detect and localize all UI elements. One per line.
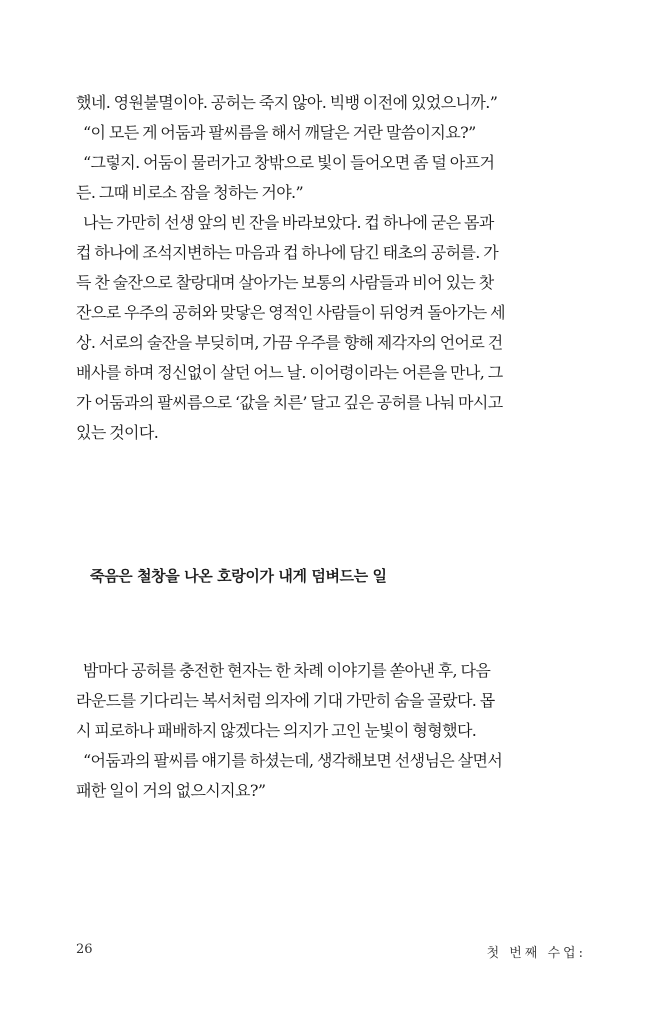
running-head: 첫 번째 수업:	[486, 946, 586, 961]
body-text-bottom	[76, 656, 546, 806]
body-text-top	[76, 88, 546, 448]
text-line: 든. 그때 비로소 잠을 청하는 거야.”	[76, 183, 304, 202]
text-line: 배사를 하며 정신없이 살던 어느 날. 이어령이라는 어른을 만나, 그	[76, 363, 503, 382]
text-line: 패한 일이 거의 없으시지요?”	[76, 781, 266, 800]
text-line: 있는 것이다.	[76, 423, 159, 442]
page-number: 26	[76, 942, 93, 957]
text-line: “어둠과의 팔씨름 얘기를 하셨는데, 생각해보면 선생님은 살면서	[76, 751, 503, 770]
section-heading: 죽음은 철창을 나온 호랑이가 내게 덤벼드는 일	[90, 567, 387, 585]
text-line: “그렇지. 어둠이 물러가고 창밖으로 빛이 들어오면 좀 덜 아프거	[76, 153, 495, 172]
text-line: 시 피로하나 패배하지 않겠다는 의지가 고인 눈빛이 형형했다.	[76, 721, 477, 740]
text-line: 가 어둠과의 팔씨름으로 ‘값을 치른’ 달고 깊은 공허를 나눠 마시고	[76, 393, 503, 412]
text-line: 밤마다 공허를 충전한 현자는 한 차례 이야기를 쏟아낸 후, 다음	[76, 661, 491, 680]
text-line: 잔으로 우주의 공허와 맞닿은 영적인 사람들이 뒤엉켜 돌아가는 세	[76, 303, 506, 322]
text-line: 득 찬 술잔으로 찰랑대며 살아가는 보통의 사람들과 비어 있는 찻	[76, 273, 494, 292]
text-line: “이 모든 게 어둠과 팔씨름을 해서 깨달은 거란 말씀이지요?”	[76, 123, 476, 142]
text-line: 라운드를 기다리는 복서처럼 의자에 기대 가만히 숨을 골랐다. 몹	[76, 691, 495, 710]
text-line: 컵 하나에 조석지변하는 마음과 컵 하나에 담긴 태초의 공허를. 가	[76, 243, 499, 262]
text-line: 상. 서로의 술잔을 부딪히며, 가끔 우주를 향해 제각자의 언어로 건	[76, 333, 503, 352]
text-line: 했네. 영원불멸이야. 공허는 죽지 않아. 빅뱅 이전에 있었으니까.”	[76, 93, 498, 112]
text-line: 나는 가만히 선생 앞의 빈 잔을 바라보았다. 컵 하나에 굳은 몸과	[76, 213, 494, 232]
